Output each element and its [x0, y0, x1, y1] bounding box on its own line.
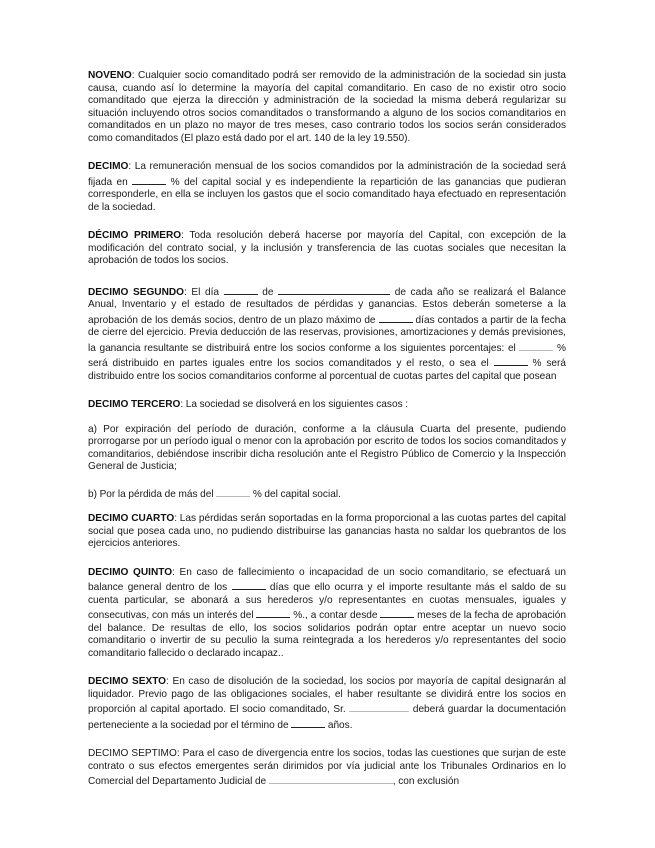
clause-item-b — [88, 486, 566, 502]
clause-text: de cada año se realizará el Balance Anual, Inventario y el estado de resultados de pérdidas y ganancias. Estos deberán someterse a la aprobación de los demás socios, dentro de un plazo máximo de — [88, 286, 566, 326]
clause-text: días contados a partir de la fecha de cierre del ejercicio. Previa deducción de las reservas, provisiones, amortizaciones y demás previsiones, la ganancia resultante se distribuirá entre los socios conforme a los siguientes porcentajes: el — [88, 314, 566, 354]
clause-title: NOVENO — [88, 70, 132, 81]
clause-title: DECIMO CUARTO — [88, 513, 175, 524]
clause-text: % será distribuido en partes iguales entre los socios comanditados y el resto, o sea el — [88, 342, 566, 369]
clause-text: : En caso de disolución de la sociedad, los socios por mayoría de capital designarán al liquidador. Previo pago de las obligaciones sociales, el haber resultante se dividirá entre los socios en proporción al capital aportado. El socio comanditado, Sr. — [88, 676, 566, 715]
clause-text: : Para el caso de divergencia entre los socios, todas las cuestiones que surjan de este contrato o sus efectos emergentes serán dirimidos por vía judicial ante los Tribunales Ordinarios en lo Comercial del Departamento Judicial de — [88, 748, 566, 787]
clause-text: de — [262, 286, 274, 298]
clause-text: : El día — [184, 286, 220, 298]
blank-field — [132, 174, 166, 185]
clause-text: deberá guardar la documentación perteneciente a la sociedad por el término de — [88, 704, 567, 731]
clause-decimo-segundo — [88, 284, 566, 384]
blank-field — [216, 486, 250, 497]
blank-field — [256, 607, 290, 618]
clause-text: , con exclusión — [392, 776, 460, 787]
clause-text: : Las pérdidas serán soportadas en la forma proporcional a las cuotas partes del capital social que posea cada uno, no pudiendo distribuirse las ganancias hasta no saldar los quebrantos de los ejercicios anteriores. — [88, 513, 566, 549]
blank-field — [349, 701, 409, 712]
document-page — [88, 70, 566, 805]
clause-text: : En caso de fallecimiento o incapacidad de un socio comanditario, se efectuará un balance general dentro de los — [88, 566, 566, 593]
clause-text: meses de la fecha de aprobación del balance. De resultas de ello, los socios solidarios podrán optar entre aceptar un nuevo socio comanditario o invertir de su peculio la suma reintegrada a los herederos y/o representantes del socio comanditario fallecido o declarado incapaz.. — [88, 610, 566, 659]
clause-decimo-quinto — [88, 567, 566, 661]
clause-title: DECIMO — [88, 161, 129, 172]
clause-text: b) Por la pérdida de más del — [88, 488, 214, 500]
clause-title: DÉCIMO PRIMERO — [88, 230, 182, 241]
clause-decimo-cuarto — [88, 513, 566, 551]
clause-decimo-septimo — [88, 748, 566, 789]
clause-text: : Cualquier socio comanditado podrá ser removido de la administración de la sociedad sin justa causa, cuando así lo determine la mayoría del capital comanditario. En caso de no existir otro socio comanditado que ejerza la dirección y administración de la sociedad la misma deberá regularizar su situación incluyendo otros socios comanditados o transformando a alguno de los socios comanditarios en comanditados en un plazo no mayor de tres meses, caso contrario todos los socios serán considerados como comanditados (El plazo está dado por el art. 140 de la ley 19.550). — [88, 70, 566, 144]
clause-text: : La remuneración mensual de los socios comandidos por la administración de la sociedad será fijada en — [88, 161, 566, 188]
blank-field — [494, 355, 528, 366]
clause-title: DECIMO SEXTO — [88, 676, 167, 687]
clause-item-a — [88, 424, 566, 474]
clause-text: : Toda resolución deberá hacerse por mayoría del Capital, con excepción de la modificación del contrato social, y la inclusión y transferencia de las cuotas sociales que necesitan la aprobación de todos los socios. — [88, 230, 566, 266]
clause-text: : La sociedad se disolverá en los siguientes casos : — [180, 399, 409, 410]
blank-field — [291, 717, 325, 728]
blank-field — [278, 284, 390, 295]
clause-decimo — [88, 161, 566, 214]
clause-decimo-sexto — [88, 676, 566, 732]
clause-title: DECIMO QUINTO — [88, 566, 173, 578]
blank-field — [519, 340, 553, 351]
clause-text: % del capital social y es independiente la repartición de las ganancias que pudieran corresponderle, en ella se incluyen los gastos que el socio comanditado haya efectuado en representación de la sociedad. — [88, 176, 567, 213]
clause-noveno — [88, 70, 566, 145]
clause-text: a) Por expiración del período de duración, conforme a la cláusula Cuarta del presente, pudiendo prorrogarse por un período igual o menor con la aprobación por escrito de todos los socios comanditados y comanditarios, debiéndose inscribir dicha resolución ante el Registro Público de Comercio y la Inspección General de Justicia; — [88, 423, 566, 472]
clause-decimo-primero — [88, 230, 566, 268]
clause-title: DECIMO SEPTIMO — [88, 748, 177, 759]
clause-text: % del capital social. — [252, 488, 341, 500]
clause-text: días que ello ocurra y el importe resultante más el saldo de su cuenta particular, se abonará a sus herederos y/o representantes en cuotas mensuales, iguales y consecutivas, con más un interés del — [88, 582, 567, 621]
blank-field — [380, 607, 414, 618]
blank-field — [379, 312, 413, 323]
clause-text: años. — [327, 719, 353, 731]
clause-title: DECIMO SEGUNDO — [88, 286, 185, 298]
clause-text: % será distribuido entre los socios comanditarios conforme al porcentual de cuotas partes del capital que posean — [88, 358, 567, 382]
blank-field — [224, 284, 258, 295]
blank-field — [232, 579, 266, 590]
clause-text: %., a contar desde — [293, 610, 378, 621]
clause-decimo-tercero — [88, 399, 566, 412]
blank-field — [269, 773, 393, 784]
clause-title: DECIMO TERCERO — [88, 399, 181, 410]
